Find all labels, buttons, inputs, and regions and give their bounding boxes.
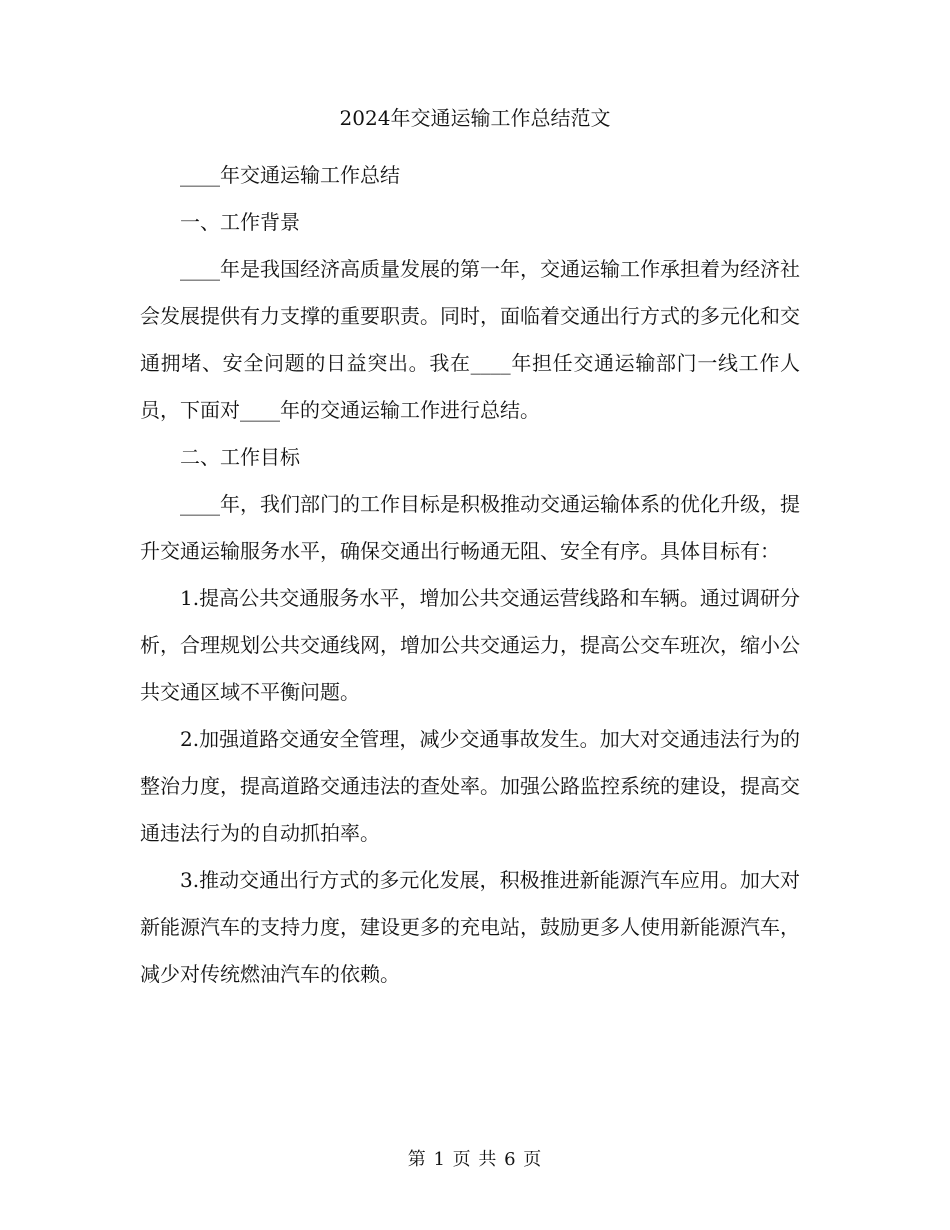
section-heading-goals: 二、工作目标 xyxy=(180,445,300,469)
subtitle-paragraph: ____年交通运输工作总结 xyxy=(180,163,400,187)
goal-item-2: 2.加强道路交通安全管理，减少交通事故发生。加大对交通违法行为的整治力度，提高道路交通违法的查处率。加强公路监控系统的建设，提高交通违法行为的自动抓拍率。 xyxy=(140,727,800,845)
document-body xyxy=(140,152,800,998)
goal-item-3: 3.推动交通出行方式的多元化发展，积极推进新能源汽车应用。加大对新能源汽车的支持力度，建设更多的充电站，鼓励更多人使用新能源汽车，减少对传统燃油汽车的依赖。 xyxy=(140,868,800,986)
section-heading-background: 一、工作背景 xyxy=(180,210,300,234)
goal-item-1: 1.提高公共交通服务水平，增加公共交通运营线路和车辆。通过调研分析，合理规划公共交通线网，增加公共交通运力，提高公交车班次，缩小公共交通区域不平衡问题。 xyxy=(140,586,800,704)
background-paragraph: ____年是我国经济高质量发展的第一年，交通运输工作承担着为经济社会发展提供有力支撑的重要职责。同时，面临着交通出行方式的多元化和交通拥堵、安全问题的日益突出。我在____年担任交通运输部门一线工作人员，下面对____年的交通运输工作进行总结。 xyxy=(140,257,800,422)
goals-intro-paragraph: ____年，我们部门的工作目标是积极推动交通运输体系的优化升级，提升交通运输服务水平，确保交通出行畅通无阻、安全有序。具体目标有： xyxy=(140,492,800,563)
document-title: 2024年交通运输工作总结范文 xyxy=(339,106,611,130)
page-footer: 第 1 页 共 6 页 xyxy=(407,1149,543,1170)
